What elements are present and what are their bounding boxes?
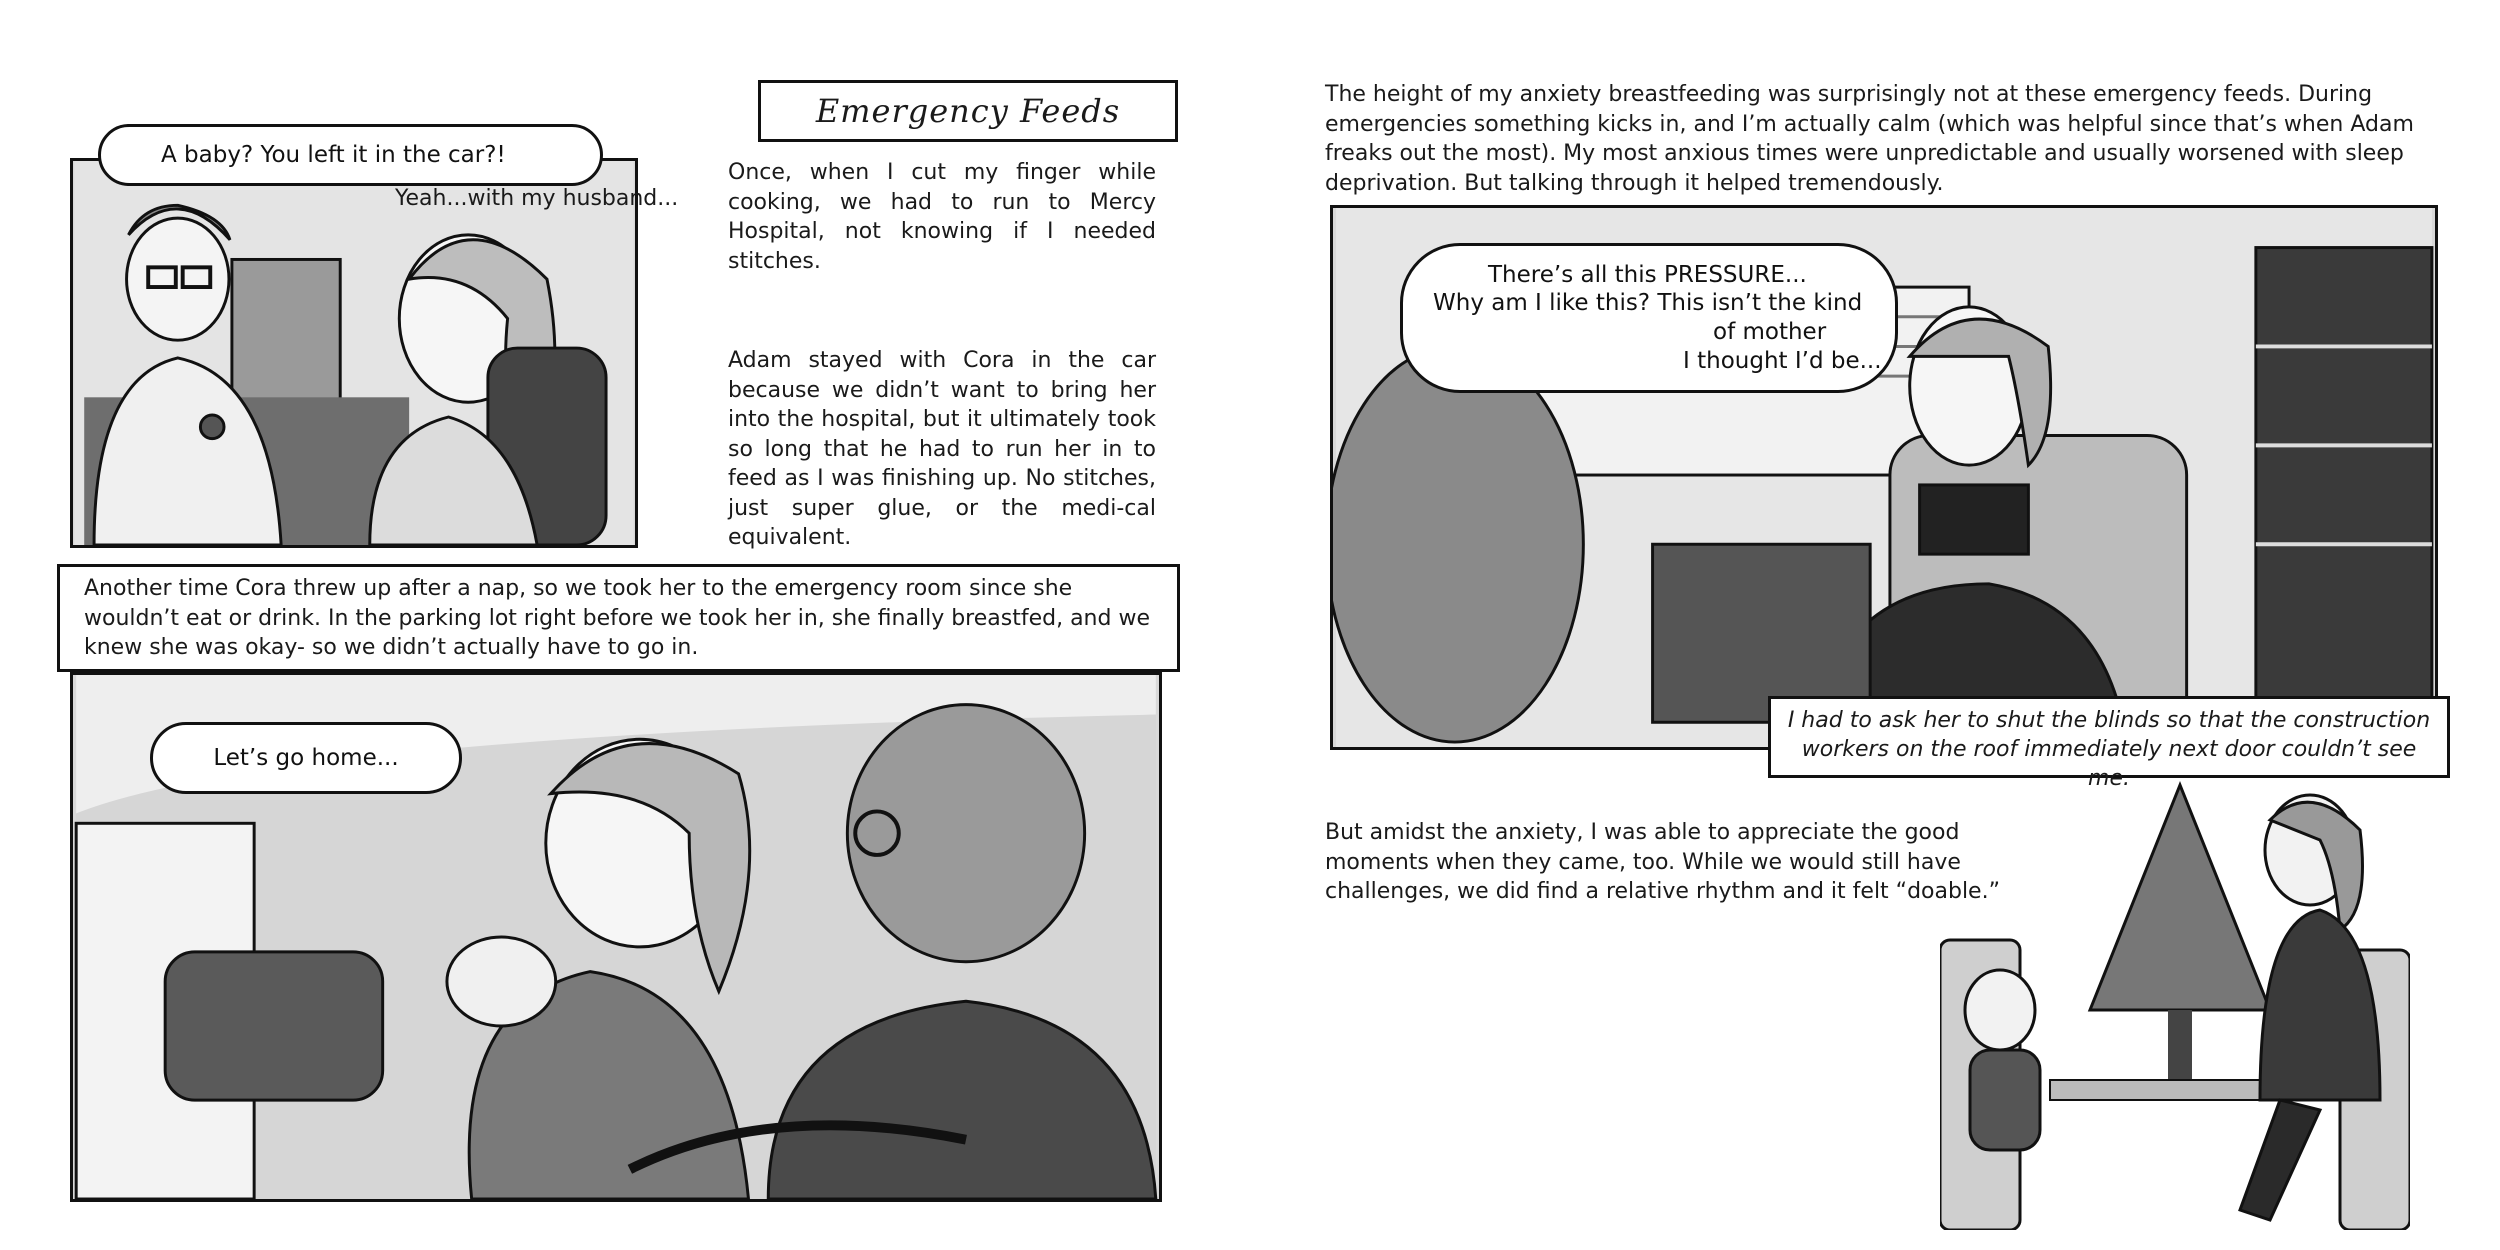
paragraph-cut-finger: Once, when I cut my finger while cooking, we had to run to Mercy Hospital, not knowing if I needed stitches. xyxy=(728,160,1156,274)
caption-threw-up-text: Another time Cora threw up after a nap, so we took her to the emergency room since she wouldn’t eat or drink. In the parking lot right before we took her in, she finally breastfed, and we knew she was okay- so we didn’t actually have to go in. xyxy=(84,576,1150,660)
paragraph-anxiety-intro: The height of my anxiety breastfeeding was surprisingly not at these emergency feeds. During emergencies something kicks in, and I’m actually calm (which was helpful since that’s when Adam freaks out the most). My most anxious times were unpredictable and usually worsened with sleep deprivation. But talking through it helped tremendously. xyxy=(1325,82,2414,196)
hospital-illustration xyxy=(73,161,635,545)
paragraph-amidst-anxiety: But amidst the anxiety, I was able to appreciate the good moments when they came, too. While we would still have challenges, we did find a relative rhythm and it felt “doable.” xyxy=(1325,820,2000,904)
speech-text-mom: Yeah...with my husband... xyxy=(395,186,679,211)
speech-bubble-lets-go-home: Let’s go home... xyxy=(150,722,462,794)
comic-panel-hospital xyxy=(70,158,638,548)
paragraph-adam-stayed: Adam stayed with Cora in the car because we didn’t want to bring her into the hospital, but it ultimately took so long that he had to run her in to feed as I was finishing up. No stitches, just super glue, or the medi-cal equivalent. xyxy=(728,348,1156,550)
christmas-tree-illustration xyxy=(1940,780,2410,1230)
section-title: Emergency Feeds xyxy=(758,80,1178,142)
speech-bubble-doctor: A baby? You left it in the car?! xyxy=(98,124,603,186)
speech-bubble-pressure: There’s all this PRESSURE... Why am I like this? This isn’t the kind of mother I thought I’d be... xyxy=(1400,243,1898,393)
family-holiday-scene xyxy=(1940,780,2410,1230)
caption-blinds-text: I had to ask her to shut the blinds so that the construction workers on the roof immediately next door couldn’t see me. xyxy=(1787,708,2431,791)
